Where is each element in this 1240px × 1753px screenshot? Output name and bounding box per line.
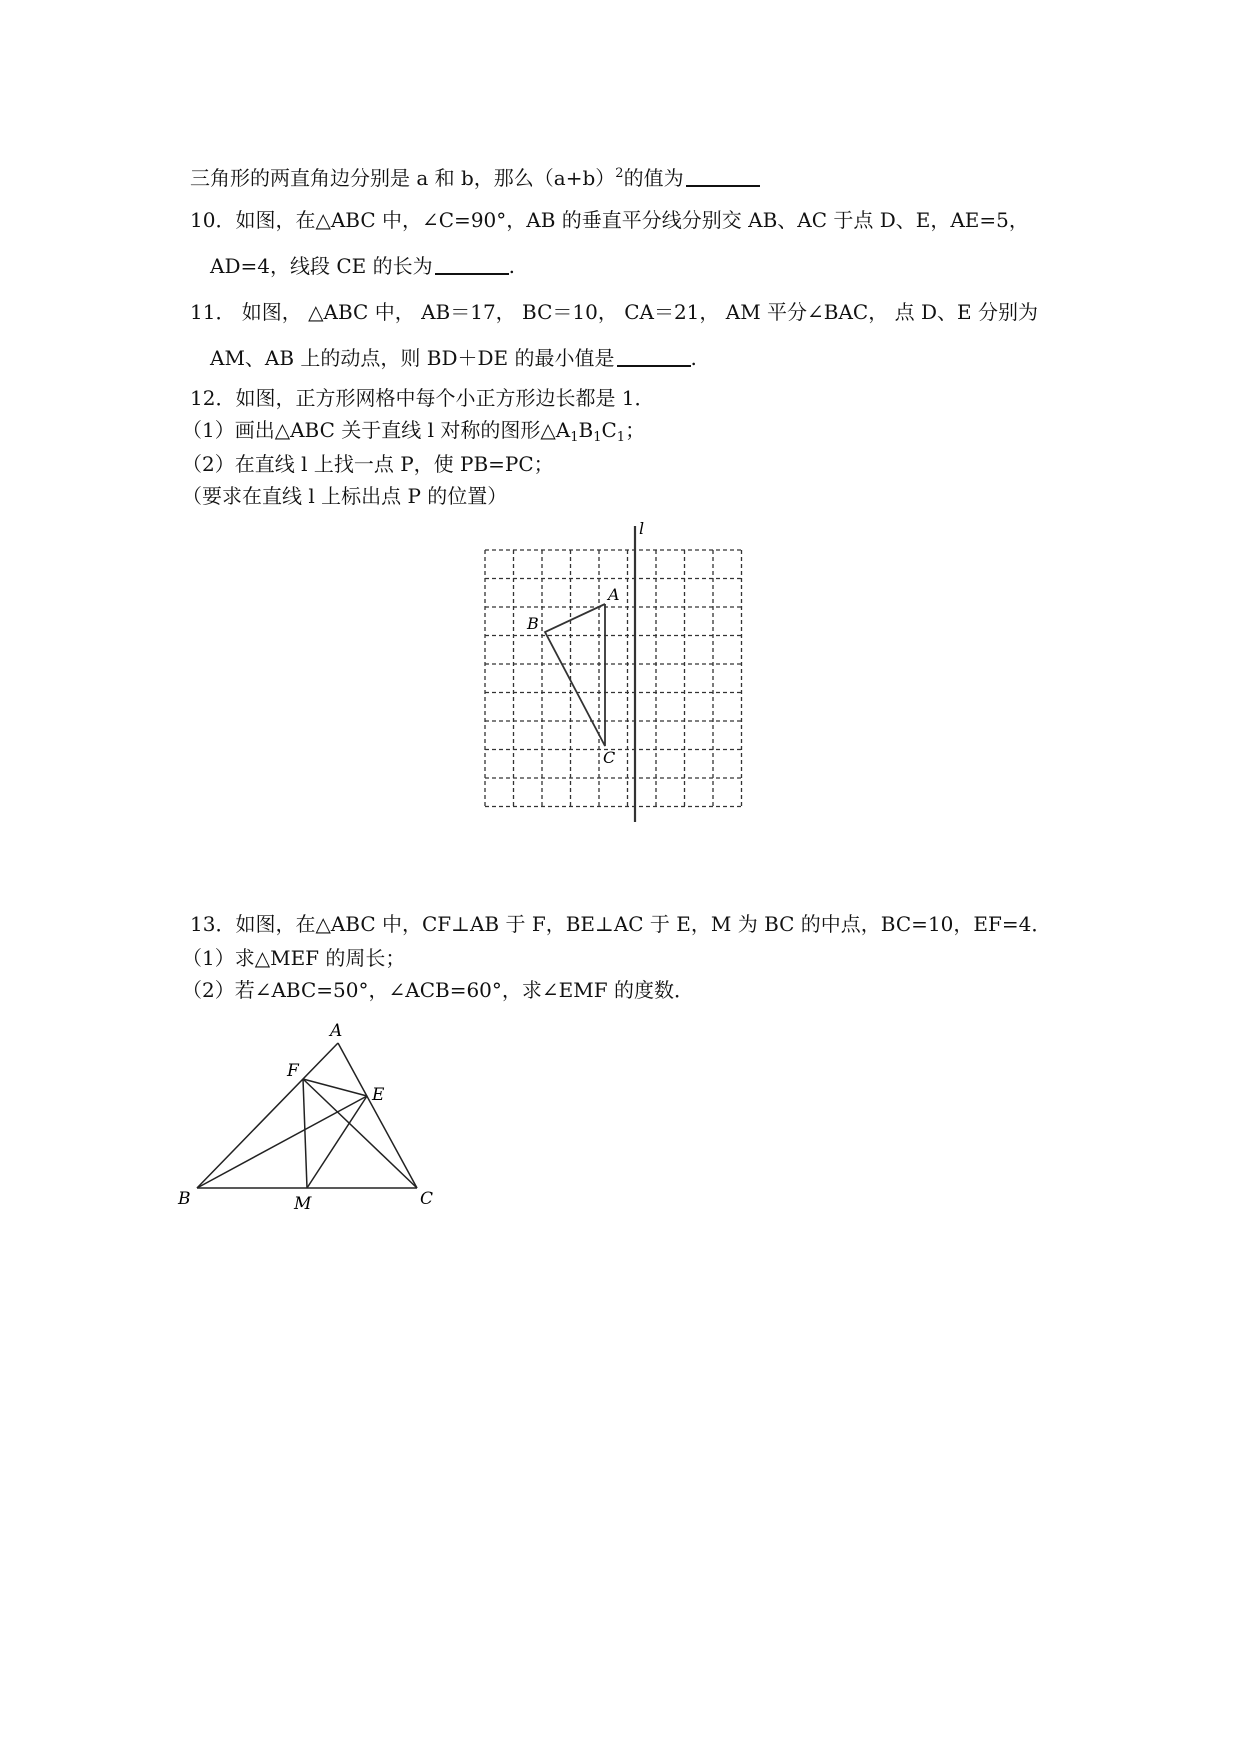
segment-cf (303, 1079, 417, 1188)
question-13-part2: （2）若∠ABC=50°，∠ACB=60°，求∠EMF 的度数． (182, 978, 694, 1002)
triangle-abc (545, 604, 605, 746)
question-11-line2 (210, 344, 697, 372)
q9-superscript: 2 (615, 166, 624, 181)
q12-sub-c: 1 (616, 430, 626, 445)
grid-figure (470, 520, 760, 830)
q9-text: 三角形的两直角边分别是 a 和 b，那么（a+b） (190, 166, 616, 190)
question-12-part3: （要求在直线 l 上标出点 P 的位置） (182, 484, 508, 508)
q12-p1-text: （1）画出△ABC 关于直线 l 对称的图形△A (182, 418, 571, 442)
question-12-part1 (182, 416, 645, 452)
point-label-b: B (178, 1189, 191, 1209)
q12-c: C (601, 418, 617, 442)
segment-fm (303, 1079, 307, 1188)
triangle-figure (170, 1010, 450, 1210)
q12-sub-a: 1 (570, 430, 579, 445)
segment-em (307, 1096, 367, 1188)
question-12-part2: （2）在直线 l 上找一点 P，使 PB=PC； (182, 452, 554, 476)
question-13-line1: 13．如图，在△ABC 中，CF⊥AB 于 F，BE⊥AC 于 E，M 为 BC 的中点，BC=10，EF=4． (190, 912, 1052, 936)
q9-text-post: 的值为 (623, 166, 684, 190)
q10-end: . (508, 254, 515, 278)
q10-text: AD=4，线段 CE 的长为 (210, 254, 433, 278)
q9-answer-blank[interactable] (686, 165, 760, 187)
point-label-a: A (608, 585, 620, 604)
point-label-c: C (603, 748, 616, 767)
point-label-f: F (287, 1061, 299, 1081)
side-ac (338, 1043, 417, 1188)
q12-sub-b: 1 (593, 430, 602, 445)
point-label-m: M (294, 1194, 312, 1210)
q11-answer-blank[interactable] (617, 345, 691, 367)
question-12-line1: 12．如图，正方形网格中每个小正方形边长都是 1． (190, 386, 655, 410)
side-ab (197, 1043, 338, 1188)
question-13-part1: （1）求△MEF 的周长； (182, 946, 406, 970)
segment-be (197, 1096, 367, 1188)
line-label-l: l (639, 520, 645, 538)
q12-p1-end: ； (625, 418, 646, 442)
point-label-a: A (330, 1021, 343, 1041)
q10-answer-blank[interactable] (435, 253, 509, 275)
point-label-c: C (420, 1189, 434, 1209)
q11-end: . (690, 346, 697, 370)
question-10-line1: 10．如图，在△ABC 中，∠C=90°，AB 的垂直平分线分别交 AB、AC 于点 D、E，AE=5， (190, 208, 1029, 232)
question-11-line1: 11． 如图， △ABC 中， AB＝17， BC＝10， CA＝21， AM 平分∠BAC， 点 D、E 分别为 (190, 300, 1038, 324)
q12-b: B (578, 418, 594, 442)
point-label-b: B (527, 614, 539, 633)
question-9-tail (190, 160, 760, 192)
point-label-e: E (372, 1085, 385, 1105)
question-10-line2 (210, 252, 515, 280)
q11-text: AM、AB 上的动点，则 BD＋DE 的最小值是 (210, 346, 615, 370)
